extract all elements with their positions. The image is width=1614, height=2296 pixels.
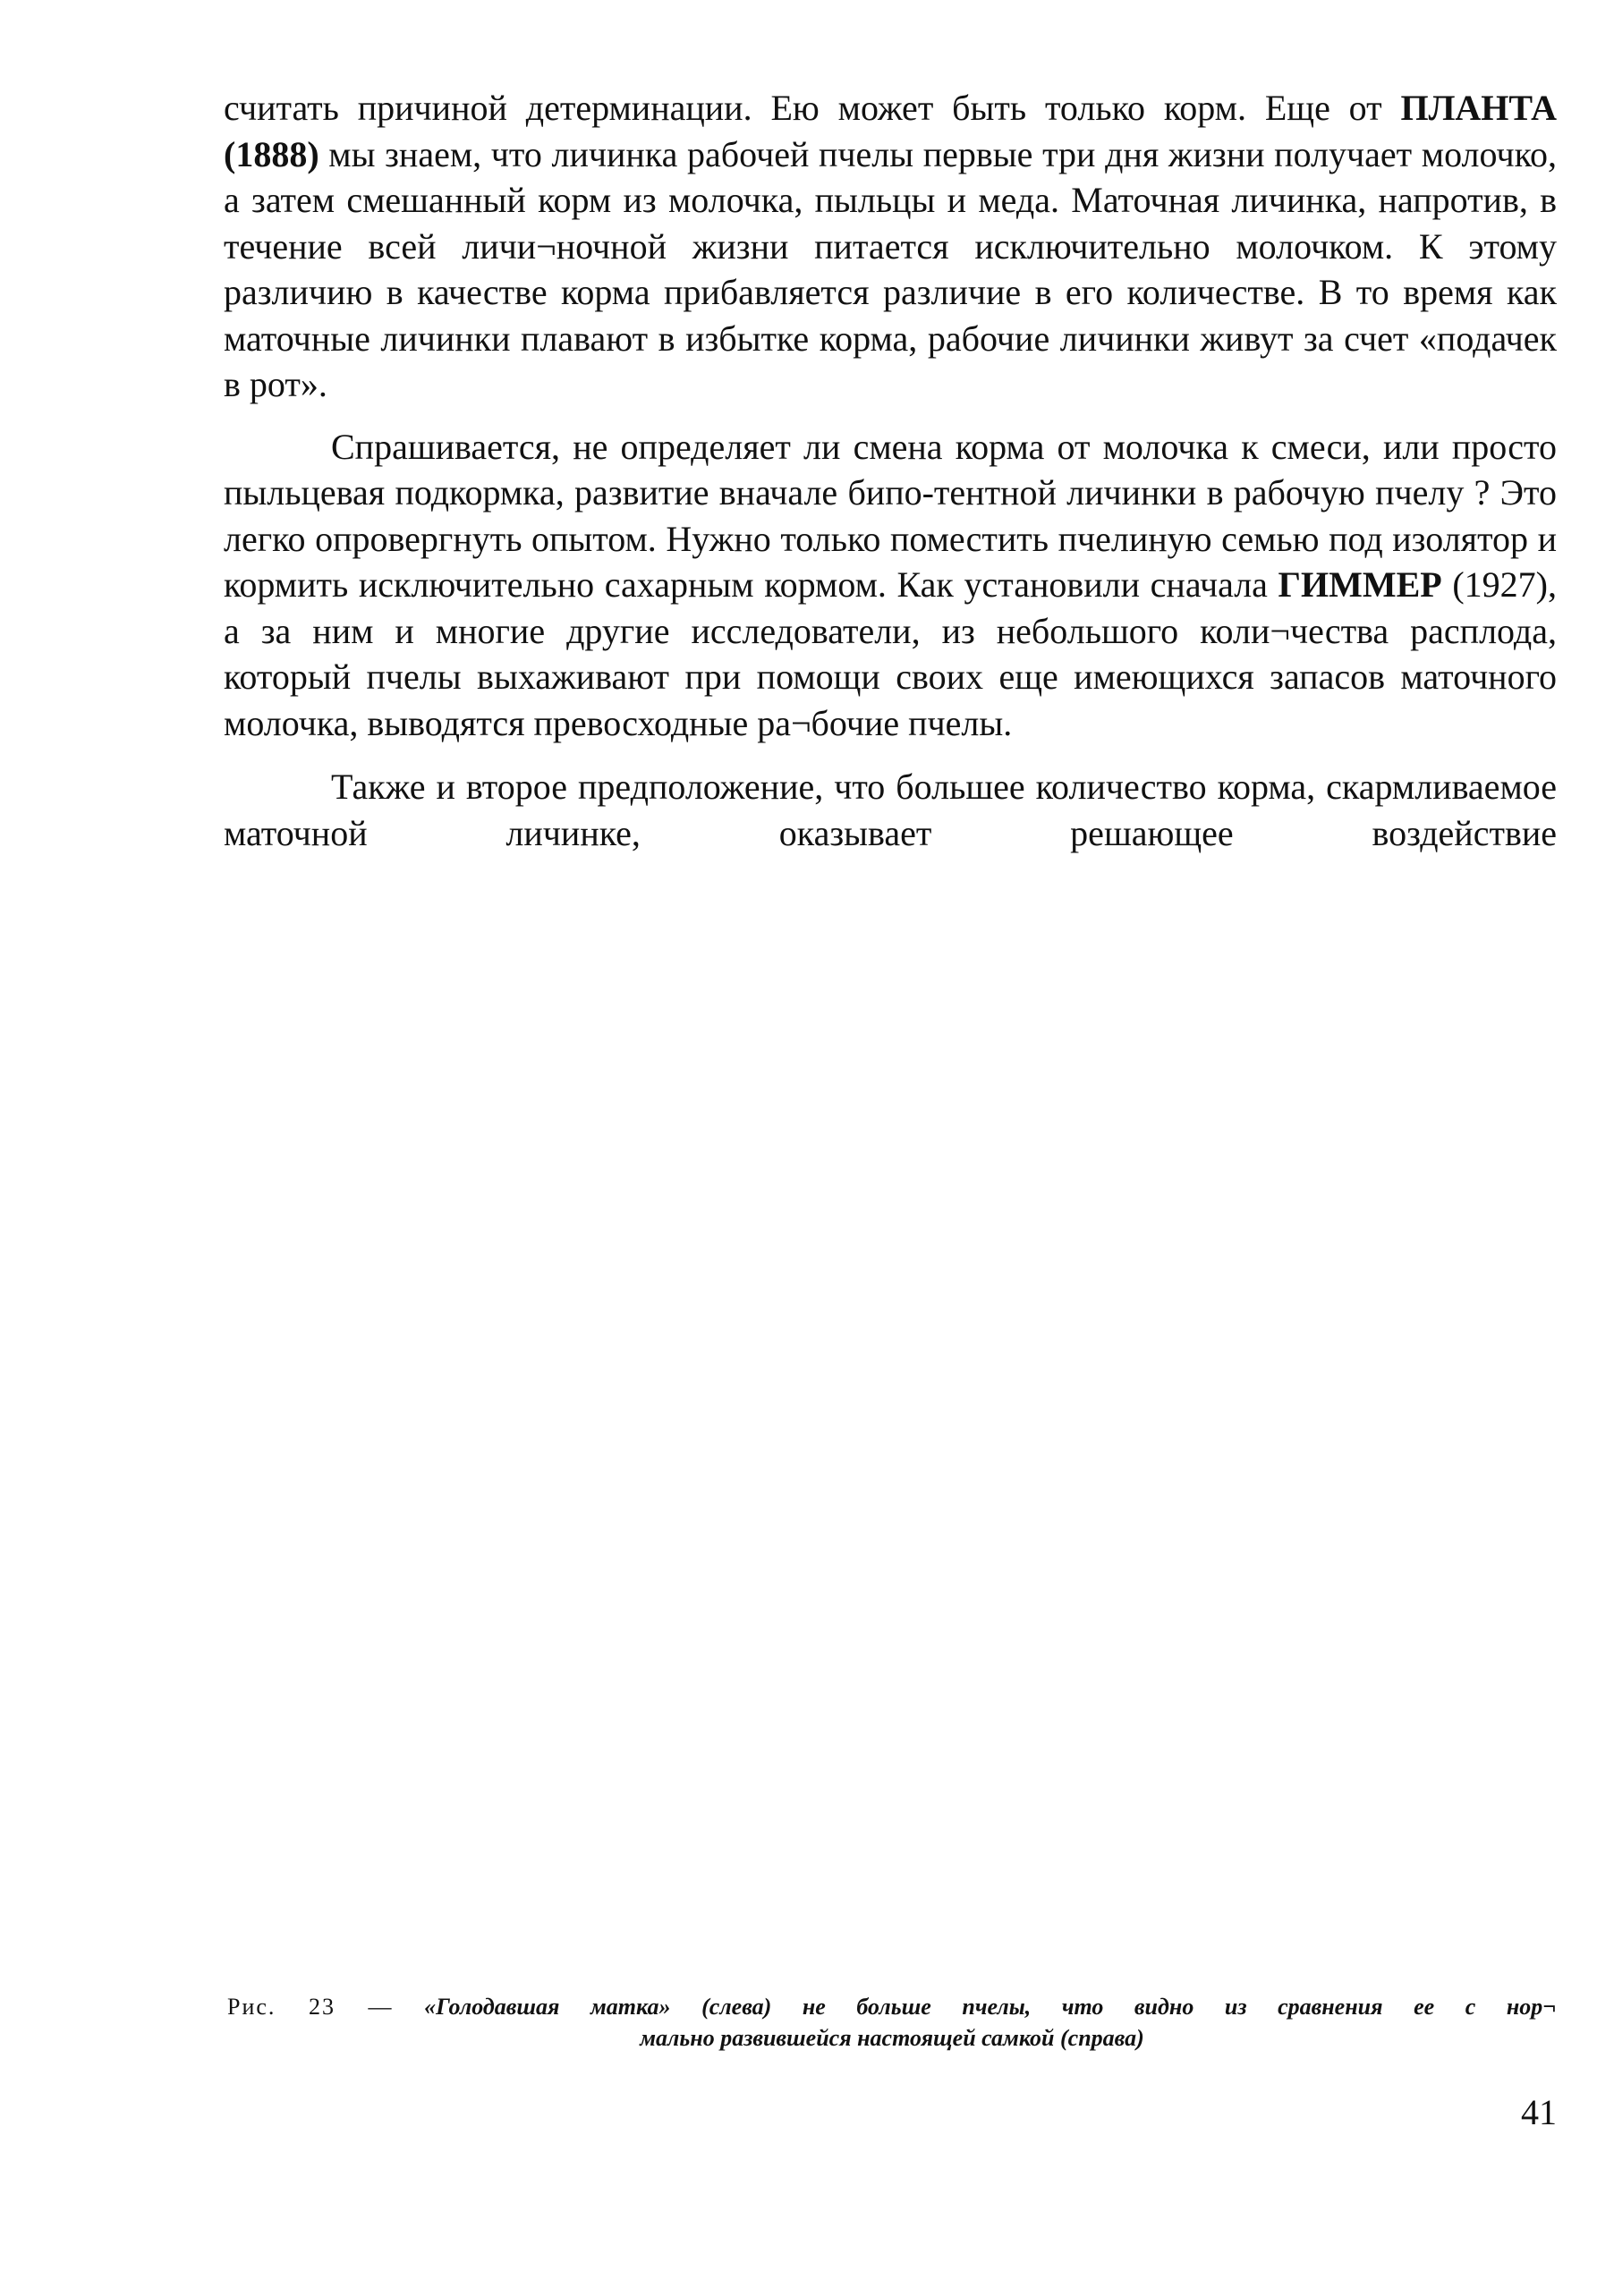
paragraph-1-text-a: считать причиной детерминации. Ею может быть только корм. Еще от	[224, 88, 1401, 128]
paragraph-2-text-b: (1927), а за ним и многие другие исследователи, из небольшого коли¬чества расплода, который пчелы выхаживают при помощи своих еще имеющихся запасов маточного молочка, выводятся превосходные ра¬бочие пчелы.	[224, 564, 1557, 743]
page-body	[224, 85, 1557, 856]
paragraph-1-text-b: мы знаем, что личинка рабочей пчелы первые три дня жизни получает молочко, а затем смешанный корм из молочка, пыльцы и меда. Маточная личинка, напротив, в течение всей личи¬ночной жизни питается исключительно молочком. К этому различию в качестве корма прибавляется различие в его количестве. В то время как маточные личинки плавают в избытке корма, рабочие личинки живут за счет «подачек в рот».	[224, 133, 1557, 404]
paragraph-3	[224, 764, 1557, 856]
figure-caption-line-1	[227, 1991, 1557, 2022]
author-name-gimmer: ГИММЕР	[1278, 564, 1442, 605]
author-name-planta: ПЛАНТА (1888)	[224, 88, 1557, 174]
paragraph-2	[224, 424, 1557, 747]
paragraph-3-text: Также и второе предположение, что большее количество корма, скармливаемое маточной личинке, оказывает решающее воздействие	[224, 767, 1557, 853]
figure-caption-text-1: «Голодавшая матка» (слева) не больше пчелы, что видно из сравнения ее с нор¬	[424, 1994, 1558, 2020]
figure-caption	[227, 1991, 1557, 2054]
paragraph-2-text-a: Спрашивается, не определяет ли смена корма от молочка к смеси, или просто пыльцевая подкормка, развитие вначале бипо-тентной личинки в рабочую пчелу ? Это легко опровергнуть опытом. Нужно только поместить пчелиную семью под изолятор и кормить исключительно сахарным кормом. Как установили сначала	[224, 426, 1557, 605]
page-number: 41	[1521, 2092, 1557, 2132]
figure-caption-line-2: мально развившейся настоящей самкой (справа)	[640, 2025, 1144, 2051]
paragraph-1	[224, 85, 1557, 408]
figure-caption-label: Рис. 23 —	[227, 1994, 394, 2020]
